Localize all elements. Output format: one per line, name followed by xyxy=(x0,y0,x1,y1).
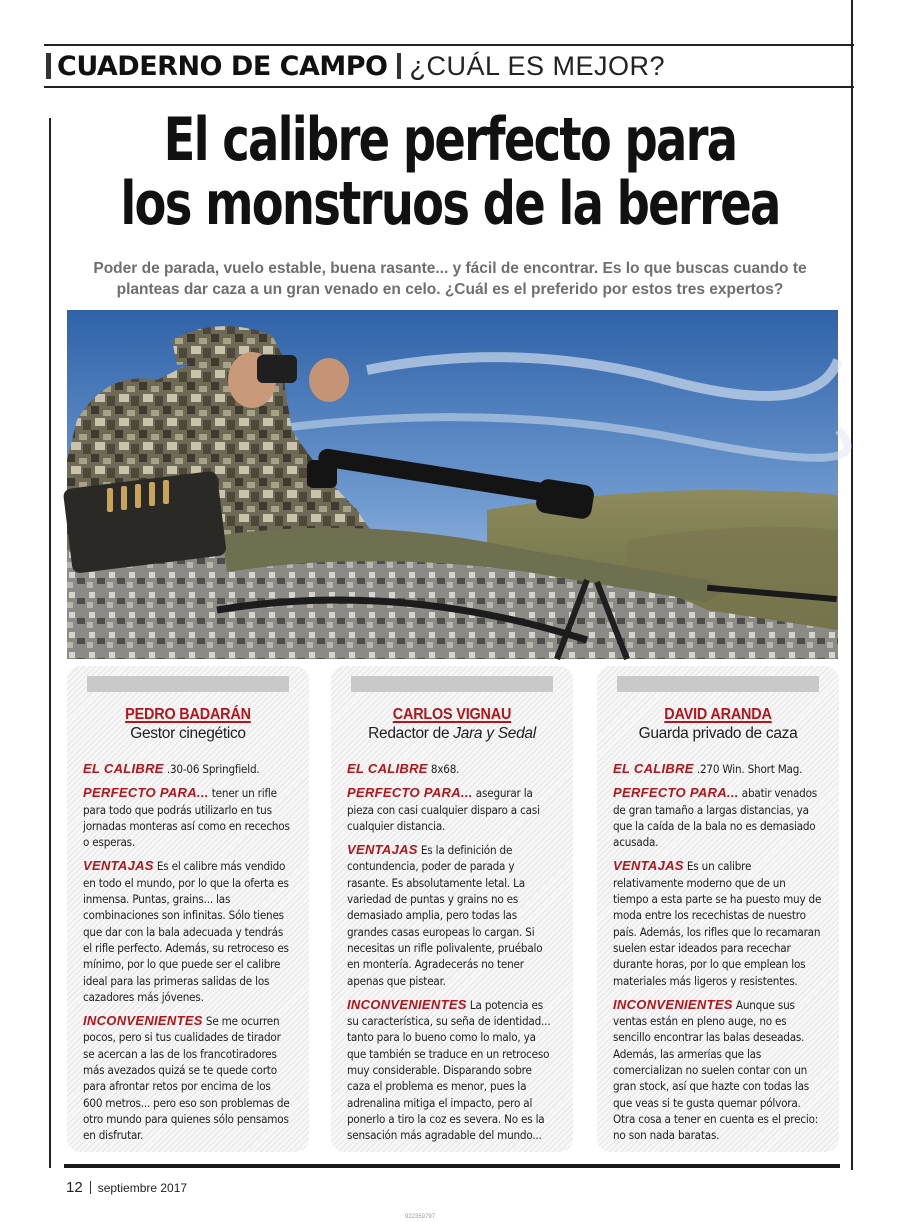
expert-name: CARLOS VIGNAU xyxy=(392,706,512,723)
header-separator xyxy=(397,53,401,79)
expert-role xyxy=(347,725,557,743)
calibre-text: .30-06 Springfield. xyxy=(166,762,260,776)
calibre-text: 8x68. xyxy=(430,762,460,776)
expert-card xyxy=(597,666,839,1152)
ventajas-text: Es un calibre relativamente moderno que de un tiempo a esta parte se ha puesto muy de moda entre los recechistas de nuestro país. Además, los rifles que lo recamaran suelen estar ideados para recechar durante horas, por lo que emplean los materiales más ligeros y resistentes. xyxy=(613,859,822,988)
perfecto-label: PERFECTO PARA... xyxy=(613,785,739,801)
expert-name: DAVID ARANDA xyxy=(664,706,772,723)
inconvenientes-label: INCONVENIENTES xyxy=(83,1013,203,1029)
expert-role-prefix: Redactor de xyxy=(368,725,454,742)
expert-role-publication: Jara y Sedal xyxy=(453,725,536,742)
expert-role: Guarda privado de caza xyxy=(638,725,798,742)
inconvenientes-label: INCONVENIENTES xyxy=(347,996,467,1012)
page-left-rule xyxy=(49,118,51,1168)
inconvenientes-paragraph xyxy=(347,997,557,1144)
section-topic: ¿CUÁL ES MEJOR? xyxy=(409,50,666,81)
card-tab xyxy=(87,676,289,692)
ventajas-label: VENTAJAS xyxy=(83,858,154,874)
calibre-paragraph xyxy=(83,761,293,777)
calibre-text: .270 Win. Short Mag. xyxy=(696,762,803,776)
perfecto-text: abatir venados de gran tamaño a largas distancias, ya que la caída de la bala no es demasiado acusada. xyxy=(613,786,818,850)
page-right-rule xyxy=(851,0,853,1170)
page-folio xyxy=(66,1179,187,1196)
folio-separator xyxy=(90,1181,91,1194)
title-line-1: El calibre perfecto para xyxy=(163,105,737,175)
calibre-label: EL CALIBRE xyxy=(83,761,164,776)
perfecto-paragraph xyxy=(613,785,823,850)
inconvenientes-text: La potencia es su característica, su seña de identidad... tanto para lo bueno como lo malo, ya que también se traduce en un retroceso muy considerable. Disparando sobre caza el problema es menor, pues la adrenalina mitiga el impacto, pero al ponerlo a tiro la coz es severa. No es la sensación más agradable del mundo... xyxy=(347,997,551,1143)
footer-rule xyxy=(64,1164,840,1168)
perfecto-paragraph xyxy=(83,785,293,850)
card-tab xyxy=(617,676,819,692)
inconvenientes-text: Se me ocurren pocos, pero si tus cualidades de tirador se acercan a las de los francotiradores más avezados quizá se te quede corto para afrontar retos por encima de los 600 metros... pero eso son problemas de otro mundo para quienes sólo pensamos en disfrutar. xyxy=(83,1014,290,1143)
card-tab xyxy=(351,676,553,692)
section-header xyxy=(44,44,854,88)
calibre-label: EL CALIBRE xyxy=(347,761,428,776)
inconvenientes-text: Aunque sus ventas están en pleno auge, no es sencillo encontrar las balas deseadas. Además, las armerías que las comercializan no suelen contar con un gran stock, así que hazte con todas las que veas si te gusta quemar pólvora. Otra cosa a tener en cuenta es el precio: no son nada baratas. xyxy=(613,997,819,1143)
page-number: 12 xyxy=(66,1179,83,1196)
ventajas-paragraph xyxy=(347,842,557,989)
perfecto-label: PERFECTO PARA... xyxy=(347,785,473,801)
expert-role: Gestor cinegético xyxy=(130,725,246,742)
ventajas-text: Es el calibre más vendido en todo el mundo, por lo que la oferta es inmensa. Puntas, grains... las combinaciones son infinitas. Sólo tienes que dar con la bala adecuada y tendrás el rifle perfecto. Además, su retroceso es mínimo, por lo que puede ser el calibre ideal para las primeras salidas de los cazadores más jóvenes. xyxy=(83,859,289,1004)
inconvenientes-paragraph xyxy=(83,1013,293,1143)
hunter-with-rifle-illustration xyxy=(67,310,838,659)
perfecto-text: tener un rifle para todo que podrás utilizarlo en tus jornadas monteras así como en recechos o esperas. xyxy=(83,786,290,850)
ventajas-paragraph xyxy=(83,858,293,1005)
inconvenientes-paragraph xyxy=(613,997,823,1144)
title-line-2: los monstruos de la berrea xyxy=(120,169,780,239)
inconvenientes-label: INCONVENIENTES xyxy=(613,996,733,1012)
hero-photo xyxy=(67,310,838,659)
section-name: CUADERNO DE CAMPO xyxy=(57,50,388,82)
header-bar-mark xyxy=(46,53,51,79)
expert-card xyxy=(67,666,309,1152)
perfecto-text: asegurar la pieza con casi cualquier disparo a casi cualquier distancia. xyxy=(347,786,540,833)
article-subtitle: Poder de parada, vuelo estable, buena rasante... y fácil de encontrar. Es lo que buscas cuando te planteas dar caza a un gran venado en celo. ¿Cuál es el preferido por estos tres expertos? xyxy=(93,260,807,298)
ventajas-label: VENTAJAS xyxy=(347,842,418,858)
issue-date: septiembre 2017 xyxy=(97,1181,188,1195)
ventajas-label: VENTAJAS xyxy=(613,858,684,874)
calibre-paragraph xyxy=(613,761,823,777)
ventajas-paragraph xyxy=(613,858,823,988)
perfecto-paragraph xyxy=(347,785,557,834)
ventajas-text: Es la definición de contundencia, poder de parada y rasante. Es absolutamente letal. La variedad de puntas y grains no es demasiado amplia, pero todas las grandes casas europeas lo cargan. Si necesitas un rifle polivalente, pruébalo en montería. Agradecerás no tener apenas que pistear. xyxy=(347,843,543,988)
calibre-paragraph xyxy=(347,761,557,777)
expert-card xyxy=(331,666,573,1152)
calibre-label: EL CALIBRE xyxy=(613,761,694,776)
perfecto-label: PERFECTO PARA... xyxy=(83,785,209,801)
article-title xyxy=(115,105,786,239)
print-code: 922359797 xyxy=(405,1214,436,1220)
expert-name: PEDRO BADARÁN xyxy=(125,706,251,723)
